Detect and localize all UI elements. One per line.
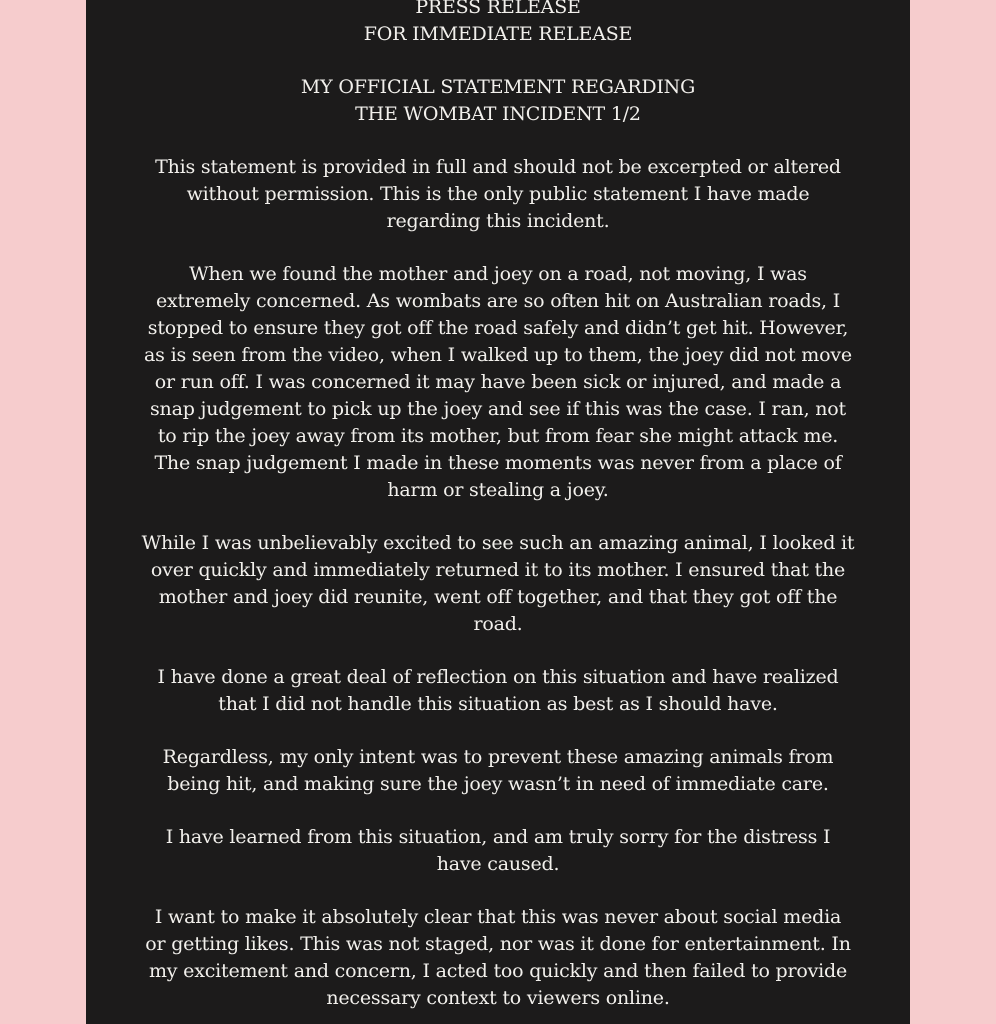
paragraph-intent: [86, 744, 910, 798]
text-line: When we found the mother and joey on a road, not moving, I was: [189, 263, 807, 285]
header-line: PRESS RELEASE: [415, 0, 581, 18]
left-margin-background: [0, 0, 86, 1024]
text-line: While I was unbelievably excited to see such an amazing animal, I looked it: [141, 532, 855, 554]
text-line: mother and joey did reunite, went off together, and that they got off the: [158, 586, 838, 608]
text-line: I want to make it absolutely clear that this was never about social media: [154, 906, 842, 928]
text-line: Regardless, my only intent was to prevent these amazing animals from: [162, 746, 834, 768]
paragraph-disclaimer: [86, 154, 910, 235]
text-line: snap judgement to pick up the joey and see if this was the case. I ran, not: [150, 398, 846, 420]
text-line: The snap judgement I made in these moments was never from a place of: [154, 452, 842, 474]
text-line: without permission. This is the only public statement I have made: [186, 183, 810, 205]
text-line: This statement is provided in full and should not be excerpted or altered: [155, 156, 841, 178]
text-line: or getting likes. This was not staged, nor was it done for entertainment. In: [145, 933, 851, 955]
text-line: over quickly and immediately returned it to its mother. I ensured that the: [150, 559, 846, 581]
title-line: MY OFFICIAL STATEMENT REGARDING: [300, 76, 696, 98]
text-line: road.: [473, 613, 523, 635]
title-line: THE WOMBAT INCIDENT 1/2: [355, 103, 641, 125]
header-line: FOR IMMEDIATE RELEASE: [363, 23, 633, 45]
paragraph-return-to-mother: [86, 530, 910, 638]
text-line: harm or stealing a joey.: [387, 479, 609, 501]
text-line: regarding this incident.: [386, 210, 610, 232]
text-line: necessary context to viewers online.: [326, 987, 670, 1009]
paragraph-reflection: [86, 664, 910, 718]
text-line: I have done a great deal of reflection on this situation and have realized: [157, 666, 839, 688]
text-line: or run off. I was concerned it may have been sick or injured, and made a: [154, 371, 842, 393]
text-line: being hit, and making sure the joey wasn’t in need of immediate care.: [167, 773, 829, 795]
paragraph-incident-account: [86, 261, 910, 504]
text-line: have caused.: [436, 853, 560, 875]
text-line: extremely concerned. As wombats are so often hit on Australian roads, I: [155, 290, 841, 312]
press-release-content: [86, 0, 910, 1024]
paragraph-apology: [86, 824, 910, 878]
paragraph-social-media: [86, 904, 910, 1012]
text-line: to rip the joey away from its mother, but from fear she might attack me.: [157, 425, 839, 447]
text-line: I have learned from this situation, and am truly sorry for the distress I: [165, 826, 831, 848]
text-line: my excitement and concern, I acted too quickly and then failed to provide: [148, 960, 848, 982]
text-line: stopped to ensure they got off the road safely and didn’t get hit. However,: [147, 317, 849, 339]
statement-title: [86, 74, 910, 128]
press-release-panel: [86, 0, 910, 1024]
right-margin-background: [910, 0, 996, 1024]
release-header: [86, 0, 910, 48]
text-line: as is seen from the video, when I walked up to them, the joey did not move: [144, 344, 852, 366]
text-line: that I did not handle this situation as best as I should have.: [218, 693, 778, 715]
